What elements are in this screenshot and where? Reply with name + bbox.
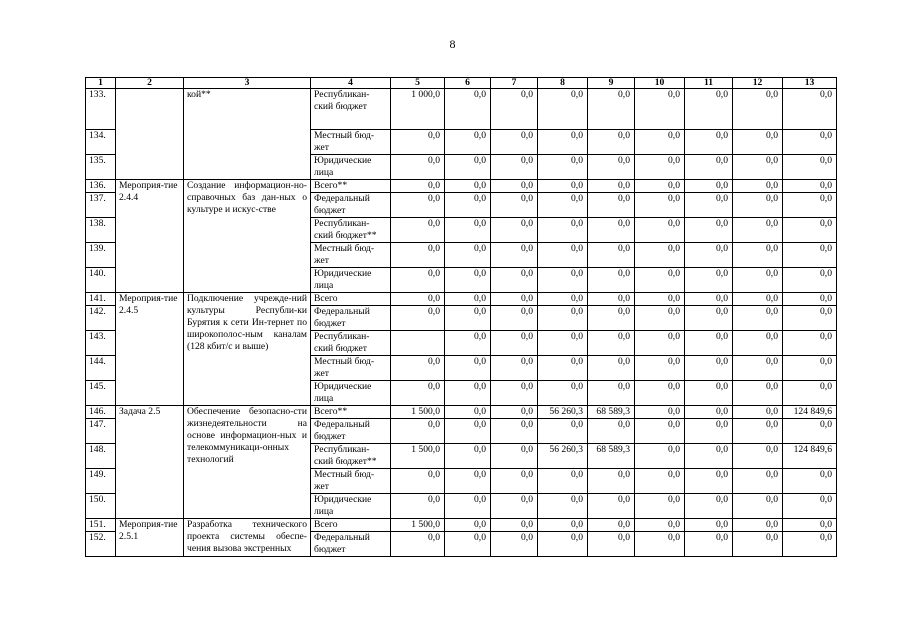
amount-cell: 0,0 xyxy=(391,381,445,406)
amount-cell: 1 000,0 xyxy=(391,89,445,130)
amount-cell: 0,0 xyxy=(538,419,588,444)
amount-cell: 0,0 xyxy=(491,293,538,306)
amount-cell: 0,0 xyxy=(391,293,445,306)
row-number: 147. xyxy=(86,419,116,444)
amount-cell: 0,0 xyxy=(635,89,685,130)
amount-cell: 0,0 xyxy=(635,331,685,356)
amount-cell: 0,0 xyxy=(391,268,445,293)
amount-cell: 0,0 xyxy=(491,218,538,243)
header-cell: 3 xyxy=(184,78,311,89)
funding-source: Республикан-ский бюджет** xyxy=(311,218,391,243)
funding-source: Всего** xyxy=(311,180,391,193)
amount-cell: 0,0 xyxy=(685,519,733,532)
amount-cell: 0,0 xyxy=(685,218,733,243)
amount-cell: 0,0 xyxy=(538,381,588,406)
amount-cell: 0,0 xyxy=(733,331,783,356)
amount-cell: 0,0 xyxy=(491,532,538,557)
amount-cell: 56 260,3 xyxy=(538,444,588,469)
row-number: 142. xyxy=(86,306,116,331)
amount-cell: 0,0 xyxy=(685,419,733,444)
amount-cell: 0,0 xyxy=(491,130,538,155)
header-cell: 2 xyxy=(116,78,184,89)
amount-cell: 0,0 xyxy=(783,469,837,494)
row-number: 134. xyxy=(86,130,116,155)
amount-cell: 0,0 xyxy=(445,419,491,444)
amount-cell: 0,0 xyxy=(685,494,733,519)
row-number: 143. xyxy=(86,331,116,356)
amount-cell: 0,0 xyxy=(588,494,635,519)
amount-cell: 0,0 xyxy=(445,381,491,406)
amount-cell: 0,0 xyxy=(733,130,783,155)
amount-cell: 0,0 xyxy=(635,444,685,469)
amount-cell: 0,0 xyxy=(588,155,635,180)
amount-cell: 0,0 xyxy=(635,356,685,381)
amount-cell: 0,0 xyxy=(538,306,588,331)
amount-cell: 0,0 xyxy=(538,268,588,293)
amount-cell: 0,0 xyxy=(685,331,733,356)
amount-cell: 0,0 xyxy=(733,218,783,243)
amount-cell: 0,0 xyxy=(783,494,837,519)
amount-cell: 0,0 xyxy=(588,381,635,406)
measure-description: Создание информацион-но-справочных баз дан-ных о культуре и искус-стве xyxy=(184,180,311,293)
amount-cell: 0,0 xyxy=(685,469,733,494)
amount-cell: 0,0 xyxy=(588,519,635,532)
amount-cell: 0,0 xyxy=(445,444,491,469)
amount-cell: 0,0 xyxy=(783,155,837,180)
amount-cell: 0,0 xyxy=(391,218,445,243)
amount-cell: 0,0 xyxy=(491,180,538,193)
amount-cell: 0,0 xyxy=(635,293,685,306)
header-cell: 8 xyxy=(538,78,588,89)
header-cell: 10 xyxy=(635,78,685,89)
amount-cell: 0,0 xyxy=(588,89,635,130)
amount-cell: 0,0 xyxy=(588,268,635,293)
amount-cell: 0,0 xyxy=(685,89,733,130)
row-number: 151. xyxy=(86,519,116,532)
row-number: 146. xyxy=(86,406,116,419)
header-cell: 11 xyxy=(685,78,733,89)
measure-code: Мероприя-тие 2.4.4 xyxy=(116,180,184,293)
amount-cell: 0,0 xyxy=(685,193,733,218)
amount-cell: 0,0 xyxy=(733,356,783,381)
amount-cell: 0,0 xyxy=(635,218,685,243)
amount-cell: 0,0 xyxy=(783,519,837,532)
measure-description: Разработка технического проекта системы обеспе-чения вызова экстренных xyxy=(184,519,311,557)
measure-code: Задача 2.5 xyxy=(116,406,184,519)
amount-cell: 0,0 xyxy=(491,381,538,406)
funding-source: Юридические лица xyxy=(311,494,391,519)
row-number: 152. xyxy=(86,532,116,557)
amount-cell: 0,0 xyxy=(685,293,733,306)
amount-cell: 0,0 xyxy=(685,243,733,268)
table-row xyxy=(86,180,837,193)
funding-source: Республикан-ский бюджет xyxy=(311,89,391,130)
amount-cell: 0,0 xyxy=(538,519,588,532)
amount-cell: 0,0 xyxy=(445,331,491,356)
funding-source: Республикан-ский бюджет xyxy=(311,331,391,356)
amount-cell: 0,0 xyxy=(733,243,783,268)
amount-cell: 0,0 xyxy=(783,130,837,155)
amount-cell: 0,0 xyxy=(445,130,491,155)
header-cell: 7 xyxy=(491,78,538,89)
header-cell: 1 xyxy=(86,78,116,89)
amount-cell: 0,0 xyxy=(445,193,491,218)
amount-cell: 0,0 xyxy=(635,243,685,268)
measure-code xyxy=(116,89,184,180)
funding-source: Федеральный бюджет xyxy=(311,193,391,218)
amount-cell: 68 589,3 xyxy=(588,406,635,419)
row-number: 136. xyxy=(86,180,116,193)
amount-cell: 0,0 xyxy=(635,193,685,218)
amount-cell: 0,0 xyxy=(538,180,588,193)
funding-source: Всего** xyxy=(311,406,391,419)
amount-cell: 0,0 xyxy=(391,532,445,557)
amount-cell: 0,0 xyxy=(685,130,733,155)
amount-cell: 0,0 xyxy=(783,180,837,193)
amount-cell: 0,0 xyxy=(391,130,445,155)
amount-cell: 0,0 xyxy=(445,243,491,268)
amount-cell: 0,0 xyxy=(733,406,783,419)
funding-source: Местный бюд-жет xyxy=(311,356,391,381)
amount-cell: 0,0 xyxy=(588,419,635,444)
amount-cell: 0,0 xyxy=(635,155,685,180)
amount-cell: 0,0 xyxy=(635,519,685,532)
funding-source: Федеральный бюджет xyxy=(311,306,391,331)
funding-source: Юридические лица xyxy=(311,268,391,293)
amount-cell: 0,0 xyxy=(733,155,783,180)
header-cell: 6 xyxy=(445,78,491,89)
measure-code: Мероприя-тие 2.4.5 xyxy=(116,293,184,406)
amount-cell: 0,0 xyxy=(635,130,685,155)
table-row xyxy=(86,406,837,419)
row-number: 135. xyxy=(86,155,116,180)
funding-source: Юридические лица xyxy=(311,381,391,406)
table-row xyxy=(86,519,837,532)
amount-cell: 124 849,6 xyxy=(783,444,837,469)
amount-cell: 0,0 xyxy=(391,180,445,193)
amount-cell: 0,0 xyxy=(685,532,733,557)
amount-cell: 0,0 xyxy=(783,293,837,306)
amount-cell: 0,0 xyxy=(733,519,783,532)
amount-cell: 0,0 xyxy=(491,193,538,218)
amount-cell: 0,0 xyxy=(445,469,491,494)
amount-cell: 0,0 xyxy=(783,356,837,381)
funding-source: Республикан-ский бюджет** xyxy=(311,444,391,469)
amount-cell: 0,0 xyxy=(685,444,733,469)
amount-cell: 0,0 xyxy=(783,532,837,557)
amount-cell: 0,0 xyxy=(783,419,837,444)
amount-cell: 0,0 xyxy=(685,268,733,293)
amount-cell: 0,0 xyxy=(588,180,635,193)
amount-cell: 0,0 xyxy=(445,494,491,519)
amount-cell: 0,0 xyxy=(588,218,635,243)
amount-cell: 0,0 xyxy=(733,193,783,218)
amount-cell: 0,0 xyxy=(783,243,837,268)
row-number: 133. xyxy=(86,89,116,130)
amount-cell: 0,0 xyxy=(635,268,685,293)
funding-source: Местный бюд-жет xyxy=(311,130,391,155)
amount-cell: 0,0 xyxy=(588,130,635,155)
table-row xyxy=(86,89,837,130)
amount-cell xyxy=(391,331,445,356)
amount-cell: 0,0 xyxy=(491,331,538,356)
amount-cell: 0,0 xyxy=(733,494,783,519)
amount-cell: 0,0 xyxy=(783,381,837,406)
row-number: 139. xyxy=(86,243,116,268)
funding-source: Местный бюд-жет xyxy=(311,469,391,494)
amount-cell: 0,0 xyxy=(391,243,445,268)
row-number: 137. xyxy=(86,193,116,218)
amount-cell: 0,0 xyxy=(391,155,445,180)
amount-cell: 0,0 xyxy=(733,306,783,331)
amount-cell: 1 500,0 xyxy=(391,519,445,532)
row-number: 145. xyxy=(86,381,116,406)
amount-cell: 0,0 xyxy=(733,180,783,193)
header-cell: 5 xyxy=(391,78,445,89)
page-number: 8 xyxy=(449,37,456,51)
amount-cell: 124 849,6 xyxy=(783,406,837,419)
header-cell: 4 xyxy=(311,78,391,89)
amount-cell: 0,0 xyxy=(391,356,445,381)
amount-cell: 0,0 xyxy=(445,532,491,557)
amount-cell: 0,0 xyxy=(685,306,733,331)
funding-source: Всего xyxy=(311,293,391,306)
amount-cell: 0,0 xyxy=(635,419,685,444)
amount-cell: 0,0 xyxy=(733,268,783,293)
row-number: 150. xyxy=(86,494,116,519)
amount-cell: 0,0 xyxy=(445,155,491,180)
amount-cell: 0,0 xyxy=(588,469,635,494)
amount-cell: 0,0 xyxy=(445,356,491,381)
amount-cell: 0,0 xyxy=(783,193,837,218)
amount-cell: 0,0 xyxy=(491,494,538,519)
amount-cell: 0,0 xyxy=(491,268,538,293)
amount-cell: 0,0 xyxy=(491,519,538,532)
amount-cell: 0,0 xyxy=(538,494,588,519)
amount-cell: 0,0 xyxy=(635,494,685,519)
amount-cell: 0,0 xyxy=(685,406,733,419)
header-cell: 9 xyxy=(588,78,635,89)
row-number: 141. xyxy=(86,293,116,306)
header-row xyxy=(86,78,837,89)
amount-cell: 0,0 xyxy=(538,356,588,381)
amount-cell: 0,0 xyxy=(733,444,783,469)
amount-cell: 1 500,0 xyxy=(391,444,445,469)
amount-cell: 0,0 xyxy=(491,306,538,331)
row-number: 148. xyxy=(86,444,116,469)
amount-cell: 0,0 xyxy=(491,155,538,180)
amount-cell: 0,0 xyxy=(783,331,837,356)
amount-cell: 0,0 xyxy=(635,406,685,419)
funding-source: Юридические лица xyxy=(311,155,391,180)
amount-cell: 0,0 xyxy=(445,519,491,532)
amount-cell: 0,0 xyxy=(391,419,445,444)
amount-cell: 0,0 xyxy=(445,89,491,130)
amount-cell: 0,0 xyxy=(538,193,588,218)
funding-source: Местный бюд-жет xyxy=(311,243,391,268)
measure-description: кой** xyxy=(184,89,311,180)
amount-cell: 0,0 xyxy=(783,218,837,243)
amount-cell: 0,0 xyxy=(588,243,635,268)
amount-cell: 0,0 xyxy=(491,419,538,444)
amount-cell: 0,0 xyxy=(445,268,491,293)
amount-cell: 68 589,3 xyxy=(588,444,635,469)
amount-cell: 0,0 xyxy=(635,469,685,494)
amount-cell: 0,0 xyxy=(685,381,733,406)
amount-cell: 0,0 xyxy=(538,155,588,180)
amount-cell: 0,0 xyxy=(588,193,635,218)
amount-cell: 0,0 xyxy=(783,89,837,130)
amount-cell: 1 500,0 xyxy=(391,406,445,419)
row-number: 149. xyxy=(86,469,116,494)
funding-source: Федеральный бюджет xyxy=(311,419,391,444)
amount-cell: 0,0 xyxy=(538,331,588,356)
amount-cell: 0,0 xyxy=(491,444,538,469)
measure-description: Подключение учрежде-ний культуры Республи-ки Бурятия к сети Ин-тернет по широкополос-ным каналам (128 кбит/с и выше) xyxy=(184,293,311,406)
amount-cell: 0,0 xyxy=(635,180,685,193)
table-row xyxy=(86,293,837,306)
amount-cell: 0,0 xyxy=(588,293,635,306)
amount-cell: 0,0 xyxy=(733,293,783,306)
amount-cell: 0,0 xyxy=(733,469,783,494)
funding-source: Всего xyxy=(311,519,391,532)
row-number: 144. xyxy=(86,356,116,381)
amount-cell: 0,0 xyxy=(445,306,491,331)
amount-cell: 0,0 xyxy=(733,419,783,444)
amount-cell: 0,0 xyxy=(491,243,538,268)
amount-cell: 0,0 xyxy=(783,306,837,331)
amount-cell: 0,0 xyxy=(391,469,445,494)
row-number: 138. xyxy=(86,218,116,243)
amount-cell: 0,0 xyxy=(538,243,588,268)
amount-cell: 0,0 xyxy=(588,331,635,356)
amount-cell: 0,0 xyxy=(391,306,445,331)
amount-cell: 0,0 xyxy=(445,180,491,193)
amount-cell: 0,0 xyxy=(445,406,491,419)
amount-cell: 0,0 xyxy=(733,89,783,130)
measure-description: Обеспечение безопасно-сти жизнедеятельности на основе информацион-ных и телекоммуникаци-онных технологий xyxy=(184,406,311,519)
amount-cell: 0,0 xyxy=(491,469,538,494)
amount-cell: 0,0 xyxy=(491,406,538,419)
header-cell: 13 xyxy=(783,78,837,89)
budget-table xyxy=(85,77,837,557)
amount-cell: 0,0 xyxy=(783,268,837,293)
amount-cell: 0,0 xyxy=(685,356,733,381)
amount-cell: 0,0 xyxy=(685,155,733,180)
amount-cell: 0,0 xyxy=(588,532,635,557)
amount-cell: 0,0 xyxy=(538,218,588,243)
amount-cell: 0,0 xyxy=(491,89,538,130)
amount-cell: 0,0 xyxy=(538,89,588,130)
amount-cell: 0,0 xyxy=(635,532,685,557)
amount-cell: 56 260,3 xyxy=(538,406,588,419)
funding-source: Федеральный бюджет xyxy=(311,532,391,557)
amount-cell: 0,0 xyxy=(588,306,635,331)
amount-cell: 0,0 xyxy=(538,532,588,557)
amount-cell: 0,0 xyxy=(445,293,491,306)
amount-cell: 0,0 xyxy=(391,193,445,218)
header-cell: 12 xyxy=(733,78,783,89)
amount-cell: 0,0 xyxy=(445,218,491,243)
amount-cell: 0,0 xyxy=(733,532,783,557)
amount-cell: 0,0 xyxy=(491,356,538,381)
amount-cell: 0,0 xyxy=(685,180,733,193)
measure-code: Мероприя-тие 2.5.1 xyxy=(116,519,184,557)
amount-cell: 0,0 xyxy=(538,130,588,155)
amount-cell: 0,0 xyxy=(588,356,635,381)
amount-cell: 0,0 xyxy=(391,494,445,519)
amount-cell: 0,0 xyxy=(635,381,685,406)
amount-cell: 0,0 xyxy=(635,306,685,331)
amount-cell: 0,0 xyxy=(733,381,783,406)
amount-cell: 0,0 xyxy=(538,293,588,306)
row-number: 140. xyxy=(86,268,116,293)
amount-cell: 0,0 xyxy=(538,469,588,494)
